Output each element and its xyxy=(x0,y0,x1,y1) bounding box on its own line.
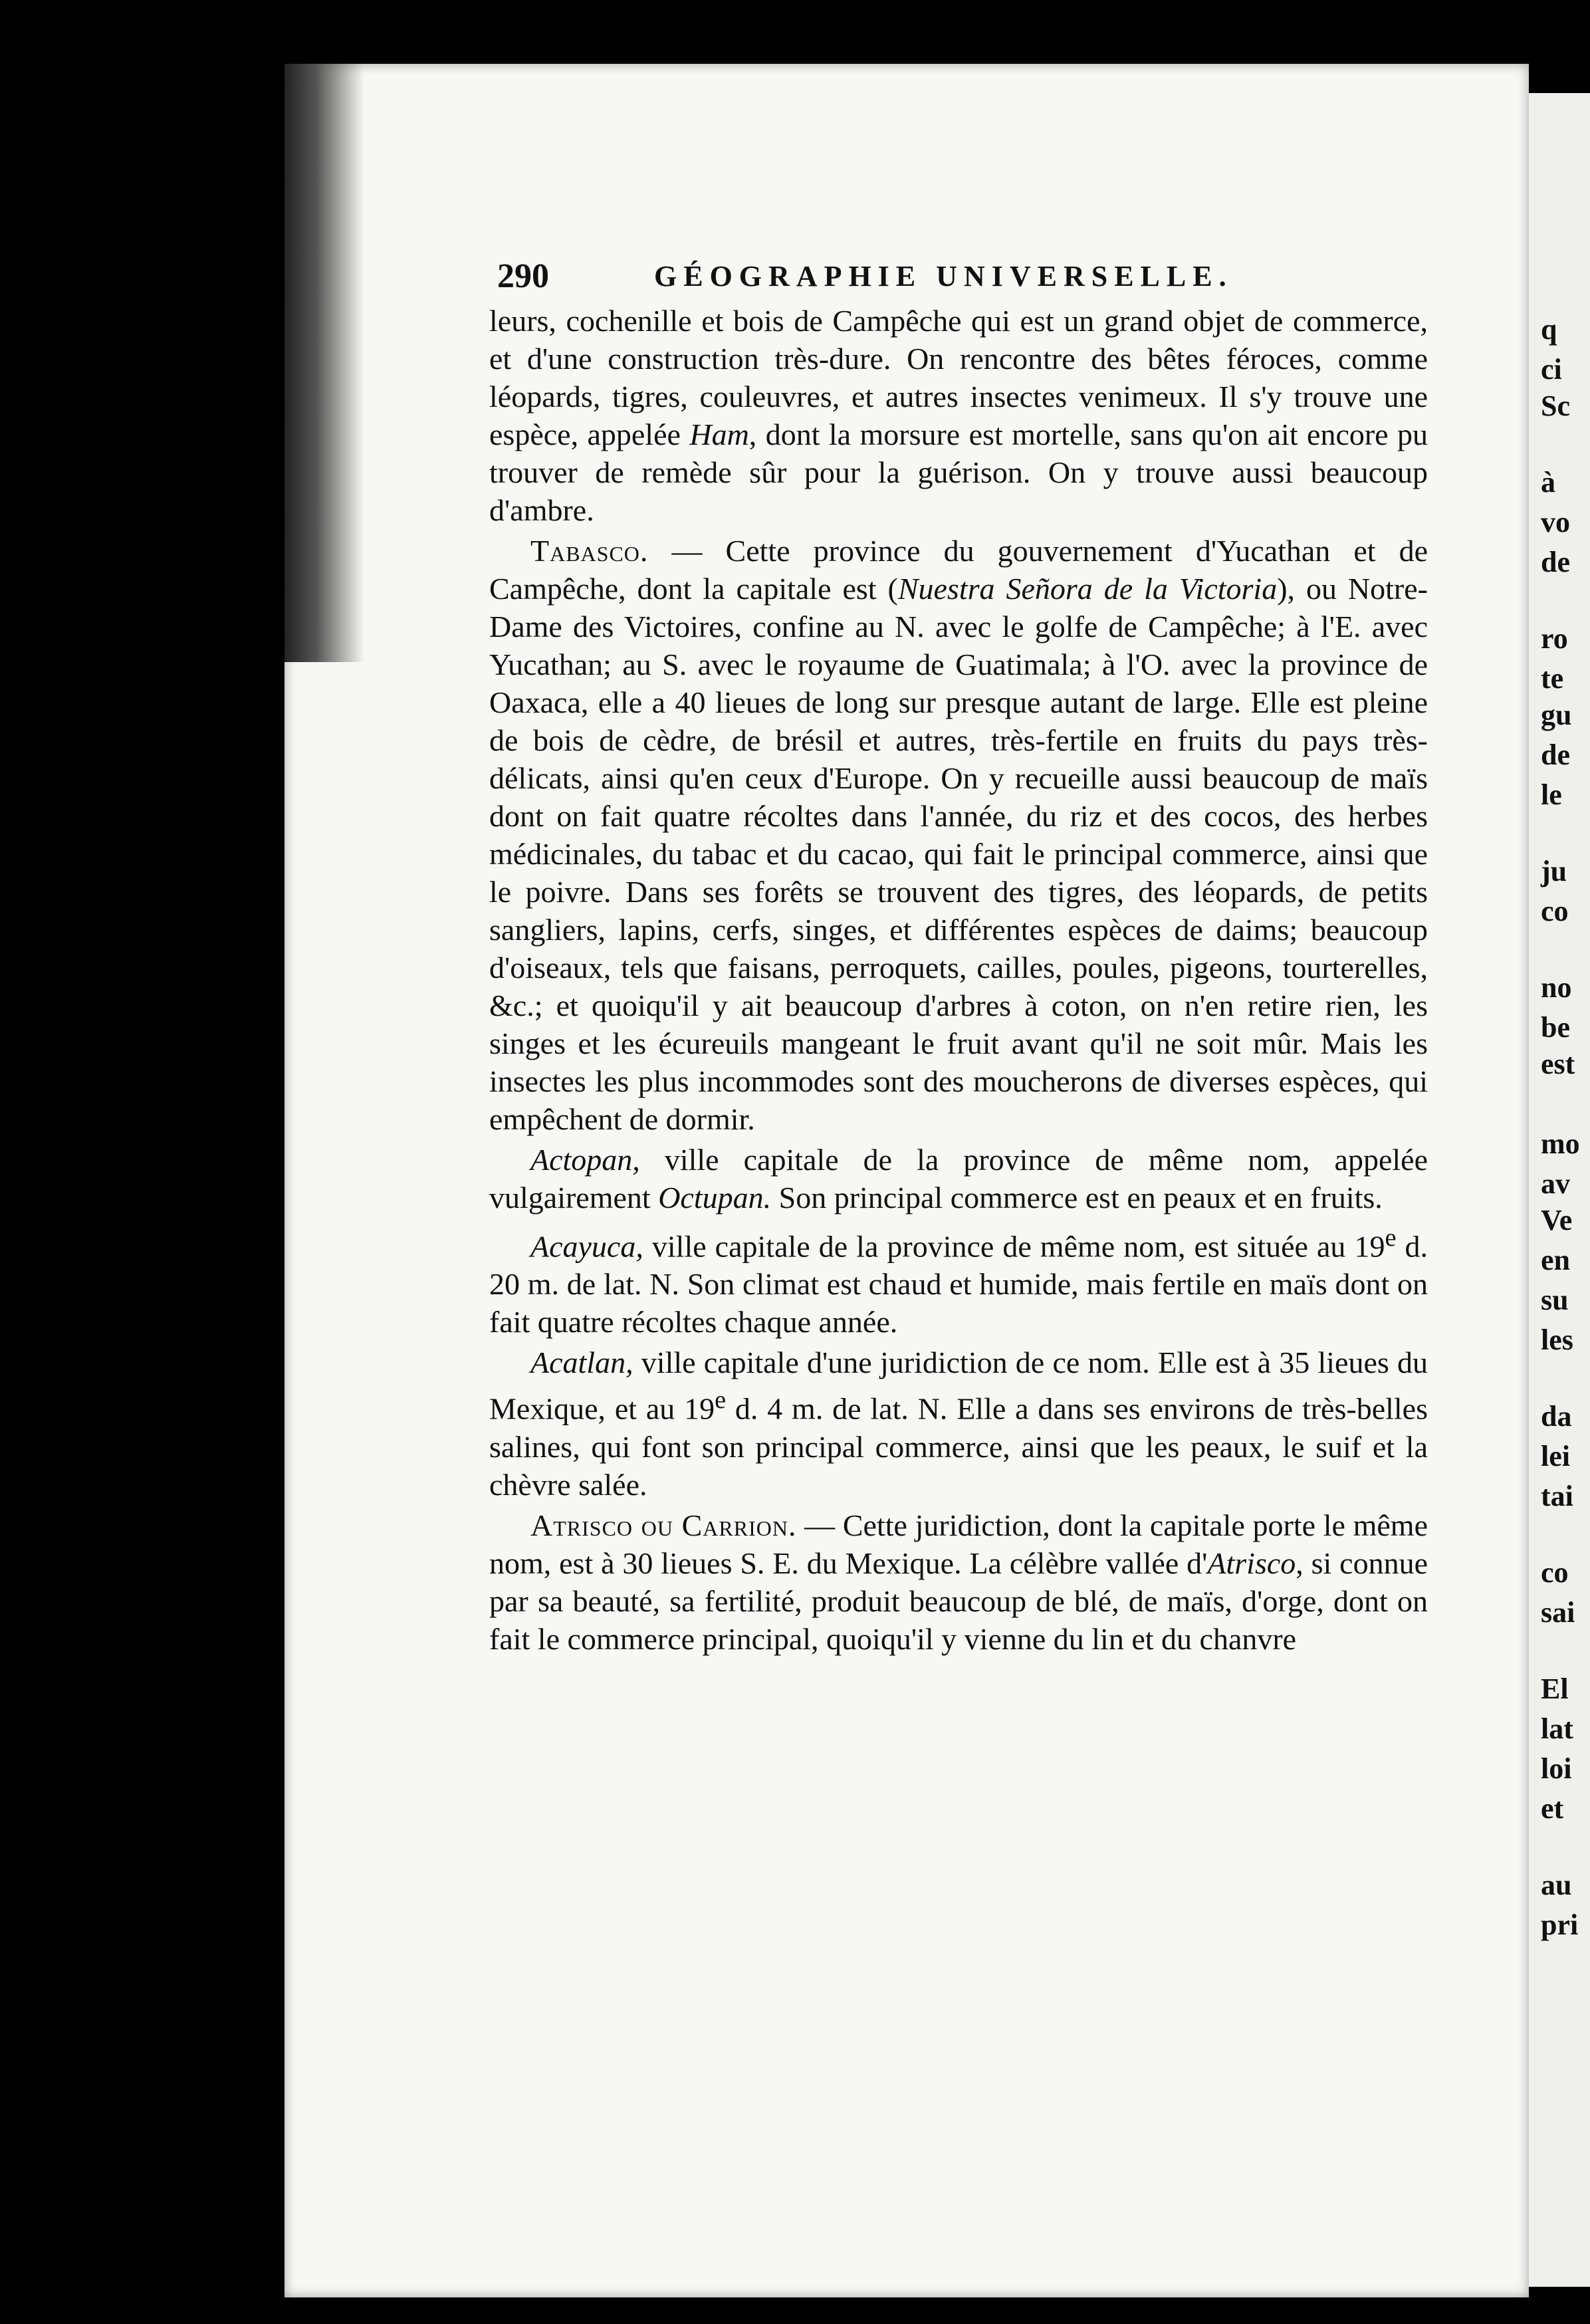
text-run: ville capitale d'une juridiction de ce nom. Elle est à 35 lieues du Mexique, et au 19 xyxy=(489,1345,1428,1426)
facing-page-fragment: vo xyxy=(1541,506,1570,538)
paragraph xyxy=(489,532,1428,1138)
facing-page-fragment: les xyxy=(1541,1324,1573,1356)
entry-heading: Acatlan, xyxy=(530,1345,633,1380)
italic-term: Ham xyxy=(689,417,749,451)
facing-page-fragment: de xyxy=(1541,546,1570,578)
facing-page-fragment: ju xyxy=(1541,855,1567,887)
page-fold-shadow xyxy=(284,64,364,662)
text-run: ), ou Notre-Dame des Victoires, confine au N. avec le golfe de Campêche; à l'E. avec Yucathan; au S. avec le royaume de Guatimala; à l'O. avec la province de Oaxaca, elle a 40 lieues de long sur presque autant de large. Elle est pleine de bois de cèdre, de brésil et autres, très-fertile en fruits du pays très-délicats, ainsi qu'en ceux d'Europe. On y recueille aussi beaucoup de maïs dont on fait quatre récoltes dans l'année, du riz et des cocos, des herbes médicinales, du tabac et du cacao, qui fait le principal commerce, ainsi que le poivre. Dans ses forêts se trouvent des tigres, des léopards, de petits sangliers, lapins, cerfs, singes, et différentes espèces de daims; beaucoup d'oiseaux, tels que faisans, perroquets, cailles, poules, pigeons, tourterelles, &c.; et quoiqu'il y ait beaucoup d'arbres à coton, on n'en retire rien, les singes et les écureuils mangeant le fruit avant qu'il ne soit mûr. Mais les insectes les plus incommodes sont des moucherons de diverses espèces, qui empêchent de dormir. xyxy=(489,572,1428,1136)
facing-page-fragment: Sc xyxy=(1541,390,1570,422)
paragraph xyxy=(489,1343,1428,1503)
facing-page-fragment: loi xyxy=(1541,1752,1572,1785)
facing-page-edge xyxy=(1529,93,1590,2287)
facing-page-fragment: ro xyxy=(1541,622,1568,655)
text-run: ville capitale de la province de même nom, est située au 19 xyxy=(643,1229,1385,1264)
facing-page-fragment: tai xyxy=(1541,1480,1573,1512)
facing-page-fragment: q xyxy=(1541,313,1557,346)
facing-page-fragment: au xyxy=(1541,1869,1572,1901)
facing-page-fragment: gu xyxy=(1541,699,1572,731)
facing-page-fragment: be xyxy=(1541,1011,1570,1044)
text-run: — Cette province du gouvernement d'Yucathan et de Campêche, dont la capitale est ( xyxy=(489,534,1428,606)
entry-heading: Actopan, xyxy=(530,1143,640,1177)
facing-page-fragment: El xyxy=(1541,1673,1569,1705)
italic-term: Atrisco xyxy=(1207,1546,1296,1580)
page-number: 290 xyxy=(497,257,549,295)
text-run: Son principal commerce est en peaux et en fruits. xyxy=(771,1181,1383,1215)
text-run: d. 4 m. de lat. N. Elle a dans ses environs de très-belles salines, qui font son principal commerce, ainsi que les peaux, le suif et la chèvre salée. xyxy=(489,1391,1428,1502)
facing-page-fragment: da xyxy=(1541,1400,1572,1433)
italic-term: Nuestra Señora de la Victoria xyxy=(897,572,1278,606)
text-run: leurs, cochenille et bois de Campêche qui est un grand objet de commerce, et d'une construction très-dure. On rencontre des bêtes féroces, comme léopards, tigres, couleuvres, et autres insectes venimeux. Il s'y trouve une espèce, appelée xyxy=(489,304,1428,451)
facing-page-fragment: co xyxy=(1541,1556,1569,1589)
paragraph xyxy=(489,1219,1428,1341)
facing-page-fragment: pri xyxy=(1541,1909,1579,1941)
facing-page-fragment: en xyxy=(1541,1244,1570,1276)
facing-page-fragment: Ve xyxy=(1541,1204,1573,1236)
italic-term: Octupan. xyxy=(658,1181,772,1215)
facing-page-fragment: à xyxy=(1541,466,1555,499)
paragraph xyxy=(489,1141,1428,1217)
facing-page-fragment: su xyxy=(1541,1284,1569,1316)
facing-page-fragment: av xyxy=(1541,1167,1570,1200)
facing-page-fragment: et xyxy=(1541,1792,1564,1825)
running-title: GÉOGRAPHIE UNIVERSELLE. xyxy=(654,260,1233,292)
facing-page-fragment: te xyxy=(1541,662,1564,695)
facing-page-fragment: mo xyxy=(1541,1127,1580,1160)
facing-page-fragment: lei xyxy=(1541,1440,1570,1472)
text-run: d. 20 m. de lat. N. Son climat est chaud et humide, mais fertile en maïs dont on fait quatre récoltes chaque année. xyxy=(489,1229,1428,1339)
text-run: , dont la morsure est mortelle, sans qu'on ait encore pu trouver de remède sûr pour la guérison. On y trouve aussi beaucoup d'ambre. xyxy=(489,417,1428,527)
entry-heading: Acayuca, xyxy=(530,1229,643,1264)
paragraph xyxy=(489,1506,1428,1658)
text-run: — Cette juridiction, dont la capitale porte le même nom, est à 30 lieues S. E. du Mexique. La célèbre vallée d' xyxy=(489,1508,1428,1580)
facing-page-fragment: lat xyxy=(1541,1712,1573,1745)
entry-heading: Tabasco. xyxy=(530,534,649,568)
text-run: ville capitale de la province de même nom, appelée vulgairement xyxy=(489,1143,1428,1215)
superscript: e xyxy=(715,1386,727,1415)
facing-page-fragment: le xyxy=(1541,778,1562,811)
facing-page-fragment: co xyxy=(1541,895,1569,927)
page-body xyxy=(489,302,1428,1658)
paragraph xyxy=(489,302,1428,529)
facing-page-fragment: sai xyxy=(1541,1596,1575,1629)
facing-page-fragment: no xyxy=(1541,971,1572,1004)
entry-heading: Atrisco ou Carrion. xyxy=(530,1508,797,1542)
page-header xyxy=(497,257,1494,303)
facing-page-fragment: ci xyxy=(1541,353,1562,386)
facing-page-fragment: est xyxy=(1541,1048,1575,1080)
facing-page-fragment: de xyxy=(1541,739,1570,771)
text-run: , si connue par sa beauté, sa fertilité, produit beaucoup de blé, de maïs, d'orge, dont on fait le commerce principal, quoiqu'il y vienne du lin et du chanvre xyxy=(489,1546,1428,1656)
superscript: e xyxy=(1385,1224,1397,1252)
